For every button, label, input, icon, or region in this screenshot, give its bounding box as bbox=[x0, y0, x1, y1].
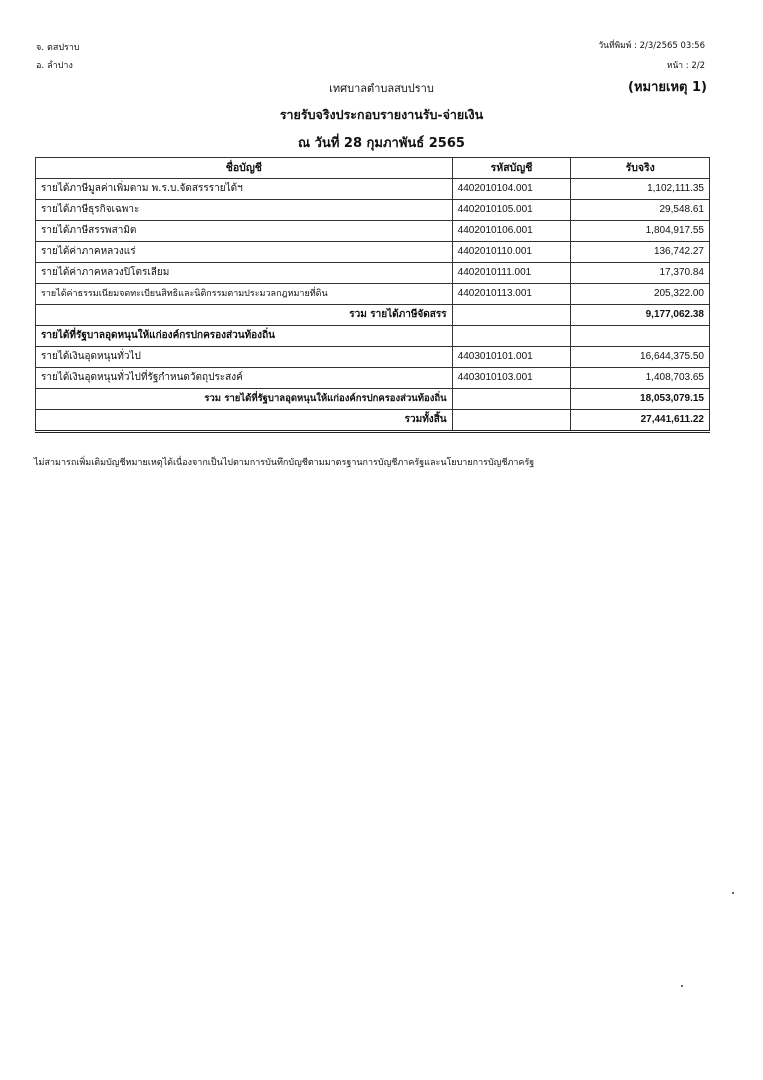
subtotal-amount: 9,177,062.38 bbox=[571, 305, 710, 326]
table-row bbox=[36, 179, 710, 200]
account-code: 4403010103.001 bbox=[452, 368, 571, 389]
scan-speck bbox=[732, 892, 734, 894]
account-name: รายได้ค่าภาคหลวงแร่ bbox=[36, 242, 453, 263]
account-code: 4402010111.001 bbox=[452, 263, 571, 284]
table-row bbox=[36, 200, 710, 221]
account-name: รายได้ค่าภาคหลวงปิโตรเลียม bbox=[36, 263, 453, 284]
header-account-name: ชื่อบัญชี bbox=[36, 158, 453, 179]
account-amount: 29,548.61 bbox=[571, 200, 710, 221]
account-amount: 1,408,703.65 bbox=[571, 368, 710, 389]
subtotal-code-cell bbox=[452, 305, 571, 326]
grand-total-label: รวมทั้งสิ้น bbox=[36, 410, 453, 432]
account-amount: 1,102,111.35 bbox=[571, 179, 710, 200]
table-row bbox=[36, 242, 710, 263]
account-name: รายได้ภาษีธุรกิจเฉพาะ bbox=[36, 200, 453, 221]
section-heading-row bbox=[36, 326, 710, 347]
table-header-row bbox=[36, 158, 710, 179]
table-row bbox=[36, 368, 710, 389]
account-name: รายได้ภาษีสรรพสามิต bbox=[36, 221, 453, 242]
subtotal-row bbox=[36, 305, 710, 326]
organization-name: เทศบาลตำบลสบปราบ bbox=[329, 82, 434, 95]
scan-speck bbox=[681, 985, 683, 987]
account-amount: 16,644,375.50 bbox=[571, 347, 710, 368]
table-row bbox=[36, 284, 710, 305]
section-heading: รายได้ที่รัฐบาลอุดหนุนให้แก่องค์กรปกครองส่วนท้องถิ่น bbox=[36, 326, 453, 347]
empty-cell bbox=[571, 326, 710, 347]
table-row bbox=[36, 221, 710, 242]
account-code: 4402010110.001 bbox=[452, 242, 571, 263]
note-label: (หมายเหตุ 1) bbox=[628, 80, 707, 95]
report-date: ณ วันที่ 28 กุมภาพันธ์ 2565 bbox=[298, 136, 465, 151]
empty-cell bbox=[452, 326, 571, 347]
header-amount: รับจริง bbox=[571, 158, 710, 179]
table-row bbox=[36, 347, 710, 368]
table-row bbox=[36, 263, 710, 284]
revenue-table bbox=[35, 157, 710, 433]
account-code: 4402010104.001 bbox=[452, 179, 571, 200]
header-account-code: รหัสบัญชี bbox=[452, 158, 571, 179]
account-name: รายได้ภาษีมูลค่าเพิ่มตาม พ.ร.บ.จัดสรรรายได้ฯ bbox=[36, 179, 453, 200]
account-code: 4402010105.001 bbox=[452, 200, 571, 221]
account-code: 4403010101.001 bbox=[452, 347, 571, 368]
account-code: 4402010106.001 bbox=[452, 221, 571, 242]
grand-total-row bbox=[36, 410, 710, 432]
account-amount: 17,370.84 bbox=[571, 263, 710, 284]
grand-total-amount: 27,441,611.22 bbox=[571, 410, 710, 432]
subtotal-label: รวม รายได้ที่รัฐบาลอุดหนุนให้แก่องค์กรปกครองส่วนท้องถิ่น bbox=[36, 389, 453, 410]
subtotal-label: รวม รายได้ภาษีจัดสรร bbox=[36, 305, 453, 326]
province-label: จ. ตสปราบ bbox=[36, 43, 80, 53]
account-name: รายได้ค่าธรรมเนียมจดทะเบียนสิทธิและนิติกรรมตามประมวลกฎหมายที่ดิน bbox=[36, 284, 453, 305]
account-amount: 136,742.27 bbox=[571, 242, 710, 263]
footnote: ไม่สามารถเพิ่มเติมบัญชีหมายเหตุได้เนื่องจากเป็นไปตามการบันทึกบัญชีตามมาตรฐานการบัญชีภาครัฐและนโยบายการบัญชีภาครัฐ bbox=[34, 458, 535, 468]
subtotal-row bbox=[36, 389, 710, 410]
grand-total-code-cell bbox=[452, 410, 571, 432]
account-name: รายได้เงินอุดหนุนทั่วไปที่รัฐกำหนดวัตถุประสงค์ bbox=[36, 368, 453, 389]
account-code: 4402010113.001 bbox=[452, 284, 571, 305]
report-title: รายรับจริงประกอบรายงานรับ-จ่ายเงิน bbox=[279, 107, 484, 122]
account-name: รายได้เงินอุดหนุนทั่วไป bbox=[36, 347, 453, 368]
subtotal-code-cell bbox=[452, 389, 571, 410]
account-amount: 205,322.00 bbox=[571, 284, 710, 305]
district-label: อ. ลำปาง bbox=[36, 61, 73, 71]
page-number: หน้า : 2/2 bbox=[666, 61, 705, 71]
print-date: วันที่พิมพ์ : 2/3/2565 03:56 bbox=[598, 41, 705, 51]
account-amount: 1,804,917.55 bbox=[571, 221, 710, 242]
subtotal-amount: 18,053,079.15 bbox=[571, 389, 710, 410]
